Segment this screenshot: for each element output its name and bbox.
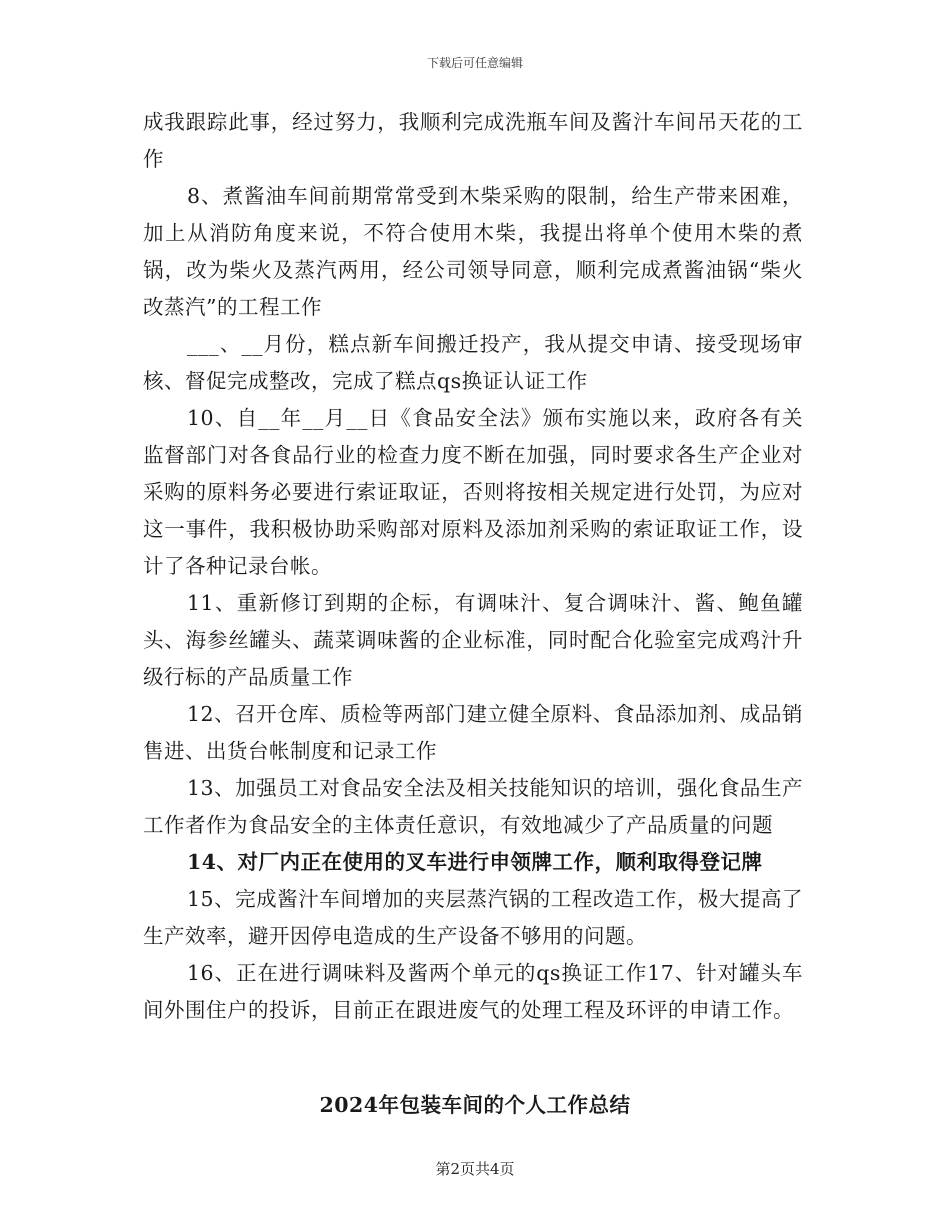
paragraph-item-11: 11、重新修订到期的企标，有调味汁、复合调味汁、酱、鲍鱼罐头、海参丝罐头、蔬菜调味酱的企业标准，同时配合化验室完成鸡汁升级行标的产品质量工作 bbox=[143, 591, 803, 689]
paragraph-item-15: 15、完成酱汁车间增加的夹层蒸汽锅的工程改造工作，极大提高了生产效率，避开因停电造成的生产设备不够用的问题。 bbox=[143, 887, 803, 948]
paragraph-item-14: 14、对厂内正在使用的叉车进行申领牌工作，顺利取得登记牌 bbox=[187, 850, 763, 874]
page-header: 下载后可任意编辑 bbox=[426, 56, 523, 70]
paragraph-item-13: 13、加强员工对食品安全法及相关技能知识的培训，强化食品生产工作者作为食品安全的主体责任意识，有效地减少了产品质量的问题 bbox=[143, 776, 803, 837]
paragraph-item-12: 12、召开仓库、质检等两部门建立健全原料、食品添加剂、成品销售进、出货台帐制度和记录工作 bbox=[143, 702, 803, 763]
paragraph-item-16: 16、正在进行调味料及酱两个单元的qs换证工作17、针对罐头车间外围住户的投诉，目前正在跟进废气的处理工程及环评的申请工作。 bbox=[143, 961, 803, 1022]
paragraph-continuation: 成我跟踪此事，经过努力，我顺利完成洗瓶车间及酱汁车间吊天花的工作 bbox=[143, 110, 803, 171]
document-body bbox=[143, 104, 803, 1029]
section-title: 2024年包装车间的个人工作总结 bbox=[319, 1093, 631, 1117]
page-footer: 第2页共4页 bbox=[435, 1160, 515, 1178]
paragraph-item-9: ___、__月份，糕点新车间搬迁投产，我从提交申请、接受现场审核、督促完成整改，完成了糕点qs换证认证工作 bbox=[143, 332, 803, 393]
paragraph-item-10: 10、自__年__月__日《食品安全法》颁布实施以来，政府各有关监督部门对各食品行业的检查力度不断在加强，同时要求各生产企业对采购的原料务必要进行索证取证，否则将按相关规定进行处罚，为应对这一事件，我积极协助采购部对原料及添加剂采购的索证取证工作，设计了各种记录台帐。 bbox=[143, 406, 803, 578]
paragraph-item-8: 8、煮酱油车间前期常常受到木柴采购的限制，给生产带来困难，加上从消防角度来说，不符合使用木柴，我提出将单个使用木柴的煮锅，改为柴火及蒸汽两用，经公司领导同意，顺利完成煮酱油锅“柴火改蒸汽”的工程工作 bbox=[143, 184, 803, 319]
